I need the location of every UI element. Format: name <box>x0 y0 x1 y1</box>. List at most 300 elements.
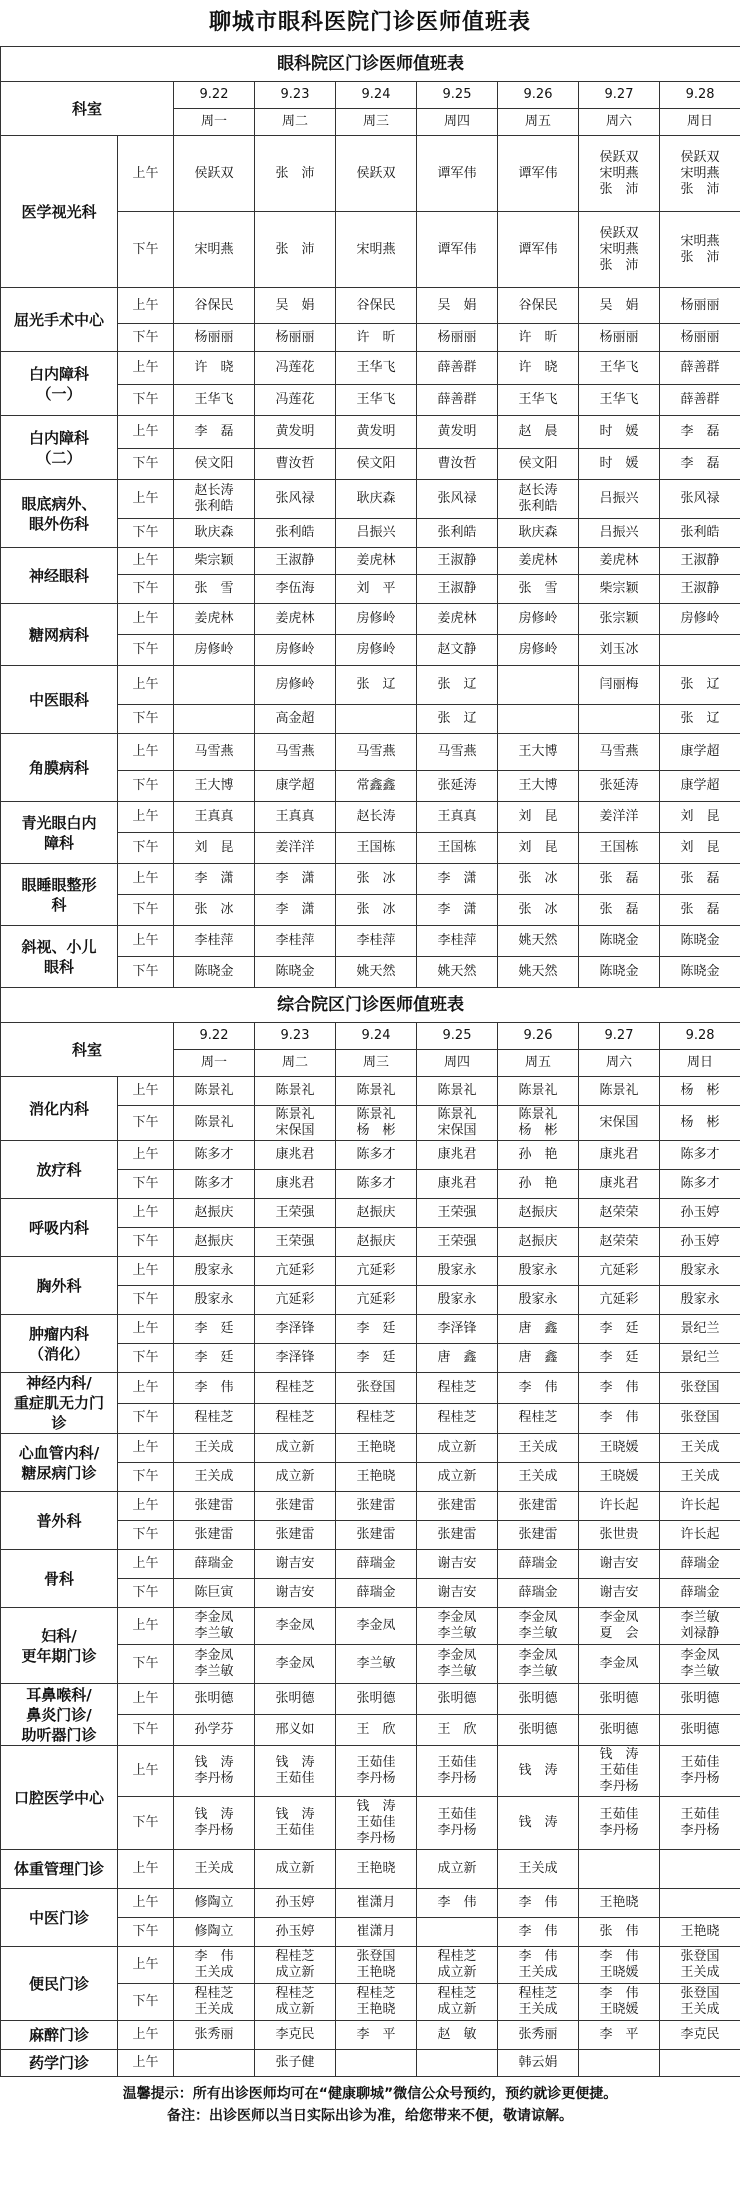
cell-text: 薛瑞金 <box>356 1585 396 1600</box>
pm-doctor <box>255 1403 336 1434</box>
cell-text: 王关成 <box>518 1469 558 1484</box>
cell-text: 下午 <box>132 1722 159 1737</box>
cell-text: 马雪燕 <box>275 744 315 759</box>
department-name <box>1 1492 118 1550</box>
cell-text: 下午 <box>132 642 159 657</box>
cell-text: 刘玉冰 <box>599 642 639 657</box>
cell-text: 康兆君 <box>437 1176 477 1191</box>
cell-text: 康兆君 <box>599 1176 639 1191</box>
cell-text: 白内障科 <box>28 364 89 383</box>
cell-text: 王淑静 <box>437 553 477 568</box>
pm-doctor <box>336 519 417 548</box>
pm-doctor <box>255 1645 336 1684</box>
department-name <box>1 548 118 604</box>
cell-text: 陈景礼 <box>356 1107 396 1122</box>
cell-text: 心血管内科/ <box>18 1443 100 1462</box>
cell-text: 姜虎林 <box>194 611 234 626</box>
pm-doctor <box>417 1645 498 1684</box>
cell-text: 麻醉门诊 <box>28 2026 89 2044</box>
am-doctor <box>660 1550 740 1579</box>
pm-doctor <box>660 385 740 416</box>
pm-doctor <box>336 1228 417 1257</box>
am-doctor <box>660 1850 740 1889</box>
cell-text: 王关成 <box>194 1861 234 1876</box>
cell-text: 杨丽丽 <box>275 329 315 345</box>
cell-text: 曹汝哲 <box>275 456 315 471</box>
am-doctor <box>336 2050 417 2077</box>
cell-text: 李丹杨 <box>437 1823 477 1838</box>
cell-text: 杨丽丽 <box>680 329 720 345</box>
cell-text: 康学超 <box>680 778 720 793</box>
am-doctor <box>336 1947 417 1984</box>
cell-text: 下午 <box>132 1585 159 1600</box>
am-doctor <box>498 926 579 957</box>
weekday-header: 周二 <box>255 109 336 136</box>
cell-text: 王艳晓 <box>356 1469 396 1484</box>
am-doctor <box>660 480 740 519</box>
cell-text: 张明德 <box>275 1691 315 1706</box>
pm-doctor <box>417 324 498 352</box>
department-name <box>1 926 118 988</box>
cell-text: 高金超 <box>275 711 315 726</box>
cell-text: 张 冰 <box>194 902 234 917</box>
cell-text: 耿庆森 <box>518 525 558 540</box>
cell-text: 李 潇 <box>437 902 477 917</box>
pm-doctor <box>336 449 417 480</box>
pm-doctor <box>660 519 740 548</box>
am-doctor <box>498 1608 579 1645</box>
cell-text: 王茹佳 <box>437 1755 477 1770</box>
cell-text: 李金凤 <box>518 1648 558 1663</box>
cell-text: 许 昕 <box>356 329 396 345</box>
am-doctor <box>336 604 417 635</box>
pm-doctor <box>336 1463 417 1492</box>
cell-text: 白内障科 <box>28 428 89 447</box>
cell-text: 上午 <box>132 1379 159 1395</box>
cell-text: 上午 <box>132 491 159 506</box>
am-doctor <box>336 1315 417 1344</box>
department-name <box>1 1434 118 1492</box>
pm-doctor <box>660 324 740 352</box>
cell-text: 张登国 <box>680 1986 720 2001</box>
cell-text: 宋明燕 <box>680 233 720 249</box>
cell-text: 张 磊 <box>680 871 720 886</box>
pm-doctor <box>498 1797 579 1850</box>
schedule-row <box>1 416 740 449</box>
cell-text: 王艳晓 <box>680 1924 720 1939</box>
date-header: 9.25 <box>417 1023 498 1050</box>
cell-text: 杨丽丽 <box>680 297 720 313</box>
cell-text: 李兰敏 <box>356 1656 396 1671</box>
cell-text: 刘 昆 <box>680 840 720 855</box>
cell-text: 下午 <box>132 964 159 979</box>
am-doctor <box>174 1315 255 1344</box>
cell-text: 张 冰 <box>518 871 558 886</box>
cell-text: 薛善群 <box>680 392 720 407</box>
pm-label <box>118 833 174 864</box>
cell-text: 上午 <box>132 1895 159 1910</box>
cell-text: 神经内科/ <box>26 1374 92 1392</box>
cell-text: 李 伟 <box>518 1895 558 1910</box>
cell-text: 程桂芝 <box>437 1410 477 1426</box>
date-header: 9.26 <box>498 1023 579 1050</box>
cell-text: 陈景礼 <box>275 1107 315 1122</box>
am-doctor <box>255 1373 336 1404</box>
cell-text: 许 晓 <box>518 360 558 375</box>
pm-doctor <box>174 1579 255 1608</box>
date-header: 9.23 <box>255 1023 336 1050</box>
pm-doctor <box>336 1344 417 1373</box>
cell-text: 李 磊 <box>680 424 720 439</box>
cell-text: 杨 彬 <box>518 1123 558 1138</box>
cell-text: 宋明燕 <box>599 241 639 257</box>
cell-text: 陈多才 <box>356 1176 396 1191</box>
cell-text: 上午 <box>132 1147 159 1162</box>
cell-text: 障科 <box>43 833 74 852</box>
cell-text: 王荣强 <box>437 1234 477 1249</box>
weekday-header: 周三 <box>336 1050 417 1077</box>
pm-label <box>118 957 174 988</box>
cell-text: 陈晓金 <box>194 964 234 979</box>
cell-text: 李 伟 <box>194 1379 234 1395</box>
cell-text: 上午 <box>132 933 159 948</box>
cell-text: 李丹杨 <box>599 1823 639 1838</box>
pm-doctor <box>579 1170 660 1199</box>
am-label <box>118 548 174 575</box>
am-doctor <box>417 926 498 957</box>
am-doctor <box>255 1315 336 1344</box>
pm-doctor <box>417 1521 498 1550</box>
cell-text: 王真真 <box>437 809 477 824</box>
cell-text: 赵振庆 <box>356 1234 396 1249</box>
pm-doctor <box>417 705 498 734</box>
am-doctor <box>417 666 498 705</box>
cell-text: 李 廷 <box>356 1350 396 1365</box>
cell-text: 成立新 <box>437 1861 477 1876</box>
cell-text: 钱 涛 <box>599 1747 639 1762</box>
date-header: 9.23 <box>255 82 336 109</box>
cell-text: 崔潇月 <box>356 1895 396 1910</box>
pm-doctor <box>579 833 660 864</box>
department-name <box>1 1199 118 1257</box>
cell-text: 张 磊 <box>599 902 639 917</box>
pm-doctor <box>579 705 660 734</box>
am-doctor <box>255 1077 336 1106</box>
am-doctor <box>417 1850 498 1889</box>
am-doctor <box>579 1608 660 1645</box>
am-doctor <box>255 548 336 575</box>
cell-text: 李金凤 <box>437 1610 477 1625</box>
cell-text: 王真真 <box>194 809 234 824</box>
am-label <box>118 2050 174 2077</box>
am-doctor <box>579 288 660 324</box>
am-doctor <box>417 1550 498 1579</box>
schedule-row <box>1 2050 740 2077</box>
cell-text: 马雪燕 <box>356 744 396 759</box>
cell-text: 王艳晓 <box>356 1861 396 1876</box>
am-doctor <box>255 2050 336 2077</box>
am-doctor <box>660 1746 740 1797</box>
pm-doctor <box>174 1715 255 1746</box>
cell-text: 王艳晓 <box>356 2002 396 2017</box>
cell-text: 李丹杨 <box>599 1779 639 1794</box>
am-label <box>118 926 174 957</box>
am-doctor <box>336 1373 417 1404</box>
department-name <box>1 352 118 416</box>
cell-text: 许长起 <box>680 1527 720 1542</box>
am-doctor <box>255 1684 336 1715</box>
am-doctor <box>498 1077 579 1106</box>
cell-text: 谢吉安 <box>437 1585 477 1600</box>
am-doctor <box>498 1889 579 1918</box>
pm-doctor <box>336 1521 417 1550</box>
cell-text: 陈景礼 <box>194 1115 234 1130</box>
pm-doctor <box>417 1918 498 1947</box>
pm-doctor <box>498 895 579 926</box>
am-doctor <box>579 666 660 705</box>
pm-doctor <box>174 833 255 864</box>
am-doctor <box>255 926 336 957</box>
pm-doctor <box>660 1106 740 1141</box>
pm-doctor <box>579 324 660 352</box>
pm-doctor <box>417 895 498 926</box>
cell-text: 程桂芝 <box>194 1986 234 2001</box>
cell-text: 赵振庆 <box>356 1205 396 1220</box>
cell-text: 陈景礼 <box>518 1107 558 1122</box>
cell-text: 薛瑞金 <box>194 1556 234 1571</box>
pm-doctor <box>498 575 579 604</box>
cell-text: 耳鼻喉科/ <box>26 1685 92 1704</box>
am-doctor <box>498 1492 579 1521</box>
cell-text: 李 潇 <box>194 871 234 886</box>
cell-text: 张建雷 <box>518 1527 558 1542</box>
pm-label <box>118 705 174 734</box>
cell-text: 张 沛 <box>680 181 720 197</box>
am-doctor <box>579 1889 660 1918</box>
am-label <box>118 734 174 771</box>
cell-text: 李 廷 <box>356 1321 396 1336</box>
pm-doctor <box>579 895 660 926</box>
cell-text: 下午 <box>132 1994 159 2009</box>
cell-text: 眼底病外、 <box>21 494 97 513</box>
cell-text: 亢延彩 <box>356 1263 396 1278</box>
date-header: 9.22 <box>174 1023 255 1050</box>
date-header: 9.28 <box>660 82 740 109</box>
cell-text: 钱 涛 <box>518 1763 558 1778</box>
cell-text: 康兆君 <box>275 1147 315 1162</box>
pm-doctor <box>174 957 255 988</box>
cell-text: 孙玉婷 <box>680 1205 720 1220</box>
cell-text: 张 伟 <box>599 1924 639 1939</box>
cell-text: 夏 会 <box>599 1626 639 1641</box>
pm-doctor <box>660 1521 740 1550</box>
am-doctor <box>660 864 740 895</box>
weekday-header: 周二 <box>255 1050 336 1077</box>
pm-doctor <box>255 895 336 926</box>
am-doctor <box>660 1492 740 1521</box>
am-doctor <box>336 1141 417 1170</box>
date-header: 9.24 <box>336 82 417 109</box>
am-label <box>118 136 174 212</box>
cell-text: 上午 <box>132 553 159 568</box>
cell-text: 上午 <box>132 744 159 759</box>
cell-text: 宋保国 <box>275 1123 315 1138</box>
cell-text: 张世贵 <box>599 1527 639 1542</box>
cell-text: 张利皓 <box>680 525 720 540</box>
pm-doctor <box>579 1918 660 1947</box>
pm-doctor <box>579 1403 660 1434</box>
cell-text: 糖网病科 <box>28 625 89 644</box>
cell-text: 李丹杨 <box>194 1823 234 1838</box>
am-doctor <box>255 1141 336 1170</box>
am-doctor <box>579 1550 660 1579</box>
pm-label <box>118 1645 174 1684</box>
cell-text: 张风禄 <box>437 491 477 506</box>
cell-text: 张 辽 <box>680 711 720 726</box>
pm-doctor <box>336 324 417 352</box>
am-doctor <box>174 1889 255 1918</box>
cell-text: 康兆君 <box>275 1176 315 1191</box>
pm-doctor <box>255 1715 336 1746</box>
cell-text: 冯莲花 <box>275 360 315 375</box>
pm-doctor <box>579 1344 660 1373</box>
cell-text: 刘 昆 <box>680 809 720 824</box>
cell-text: 王淑静 <box>680 581 720 596</box>
pm-doctor <box>498 957 579 988</box>
am-doctor <box>336 1684 417 1715</box>
footer-remark: 备注：出诊医师以当日实际出诊为准，给您带来不便，敬请谅解。 <box>167 2108 573 2124</box>
cell-text: 王关成 <box>518 1861 558 1876</box>
pm-label <box>118 1797 174 1850</box>
schedule-row <box>1 480 740 519</box>
cell-text: 景纪兰 <box>680 1350 720 1365</box>
department-name <box>1 136 118 288</box>
cell-text: 陈巨寅 <box>194 1585 234 1600</box>
am-label <box>118 480 174 519</box>
pm-doctor <box>579 519 660 548</box>
cell-text: 上午 <box>132 1263 159 1278</box>
am-doctor <box>498 1684 579 1715</box>
pm-doctor <box>660 1286 740 1315</box>
pm-doctor <box>255 385 336 416</box>
pm-doctor <box>417 1170 498 1199</box>
cell-text: 李兰敏 <box>518 1664 558 1679</box>
cell-text: 王国栋 <box>356 840 396 855</box>
cell-text: 成立新 <box>275 1965 315 1980</box>
cell-text: 张 沛 <box>599 257 639 273</box>
cell-text: 李丹杨 <box>356 1831 396 1846</box>
cell-text: 李 伟 <box>599 1410 639 1426</box>
pm-label <box>118 1579 174 1608</box>
cell-text: 殷家永 <box>518 1263 558 1278</box>
cell-text: 张建雷 <box>275 1498 315 1513</box>
department-name <box>1 1850 118 1889</box>
cell-text: 便民门诊 <box>28 1974 89 1993</box>
am-doctor <box>579 1684 660 1715</box>
department-name <box>1 734 118 802</box>
cell-text: 李金凤 <box>599 1656 639 1671</box>
cell-text: 钱 涛 <box>518 1815 558 1830</box>
pm-doctor <box>336 1645 417 1684</box>
cell-text: 张登国 <box>356 1379 396 1395</box>
am-doctor <box>336 548 417 575</box>
cell-text: 亢延彩 <box>599 1292 639 1307</box>
cell-text: 李 平 <box>356 2027 396 2042</box>
am-doctor <box>579 604 660 635</box>
am-doctor <box>660 136 740 212</box>
cell-text: 王关成 <box>680 1965 720 1980</box>
date-header: 9.22 <box>174 82 255 109</box>
cell-text: 耿庆森 <box>356 491 396 506</box>
am-doctor <box>255 666 336 705</box>
am-doctor <box>417 864 498 895</box>
am-doctor <box>255 604 336 635</box>
cell-text: 斜视、小儿 <box>21 937 97 956</box>
cell-text: 杨 彬 <box>680 1083 720 1098</box>
pm-doctor <box>498 1918 579 1947</box>
am-doctor <box>660 1077 740 1106</box>
pm-doctor <box>336 771 417 802</box>
schedule-table <box>0 46 740 2077</box>
cell-text: 赵长涛 <box>518 483 558 498</box>
cell-text: 康学超 <box>680 744 720 759</box>
cell-text: 姜虎林 <box>275 611 315 626</box>
cell-text: 李泽锋 <box>275 1321 315 1336</box>
am-doctor <box>417 1608 498 1645</box>
schedule-row <box>1 1947 740 1984</box>
am-doctor <box>417 288 498 324</box>
cell-text: 钱 涛 <box>194 1755 234 1770</box>
cell-text: 房修岭 <box>518 642 558 657</box>
cell-text: 殷家永 <box>194 1263 234 1278</box>
cell-text: 张登国 <box>680 1410 720 1426</box>
am-doctor <box>417 352 498 385</box>
cell-text: 张延涛 <box>599 778 639 793</box>
weekday-header: 周日 <box>660 1050 740 1077</box>
schedule-row <box>1 1608 740 1645</box>
cell-text: 赵荣荣 <box>599 1234 639 1249</box>
cell-text: 李丹杨 <box>194 1771 234 1786</box>
pm-doctor <box>417 1715 498 1746</box>
pm-doctor <box>336 1715 417 1746</box>
cell-text: 赵长涛 <box>194 483 234 498</box>
pm-doctor <box>498 635 579 666</box>
am-doctor <box>579 1373 660 1404</box>
pm-doctor <box>336 1918 417 1947</box>
am-doctor <box>498 1746 579 1797</box>
cell-text: 张建雷 <box>194 1498 234 1513</box>
pm-doctor <box>255 1918 336 1947</box>
cell-text: 李桂萍 <box>275 933 315 948</box>
pm-doctor <box>255 1521 336 1550</box>
department-name <box>1 288 118 352</box>
am-doctor <box>417 802 498 833</box>
am-label <box>118 1257 174 1286</box>
am-doctor <box>255 1947 336 1984</box>
cell-text: 李 磊 <box>194 424 234 439</box>
cell-text: 程桂芝 <box>275 1379 315 1395</box>
pm-doctor <box>174 1918 255 1947</box>
cell-text: 张 辽 <box>356 677 396 692</box>
cell-text: 下午 <box>132 525 159 540</box>
cell-text: 张明德 <box>356 1691 396 1706</box>
cell-text: 上午 <box>132 1321 159 1336</box>
am-doctor <box>660 1434 740 1463</box>
cell-text: 上午 <box>132 165 159 181</box>
cell-text: 李 廷 <box>599 1321 639 1336</box>
cell-text: 王荣强 <box>275 1205 315 1220</box>
pm-doctor <box>174 1463 255 1492</box>
